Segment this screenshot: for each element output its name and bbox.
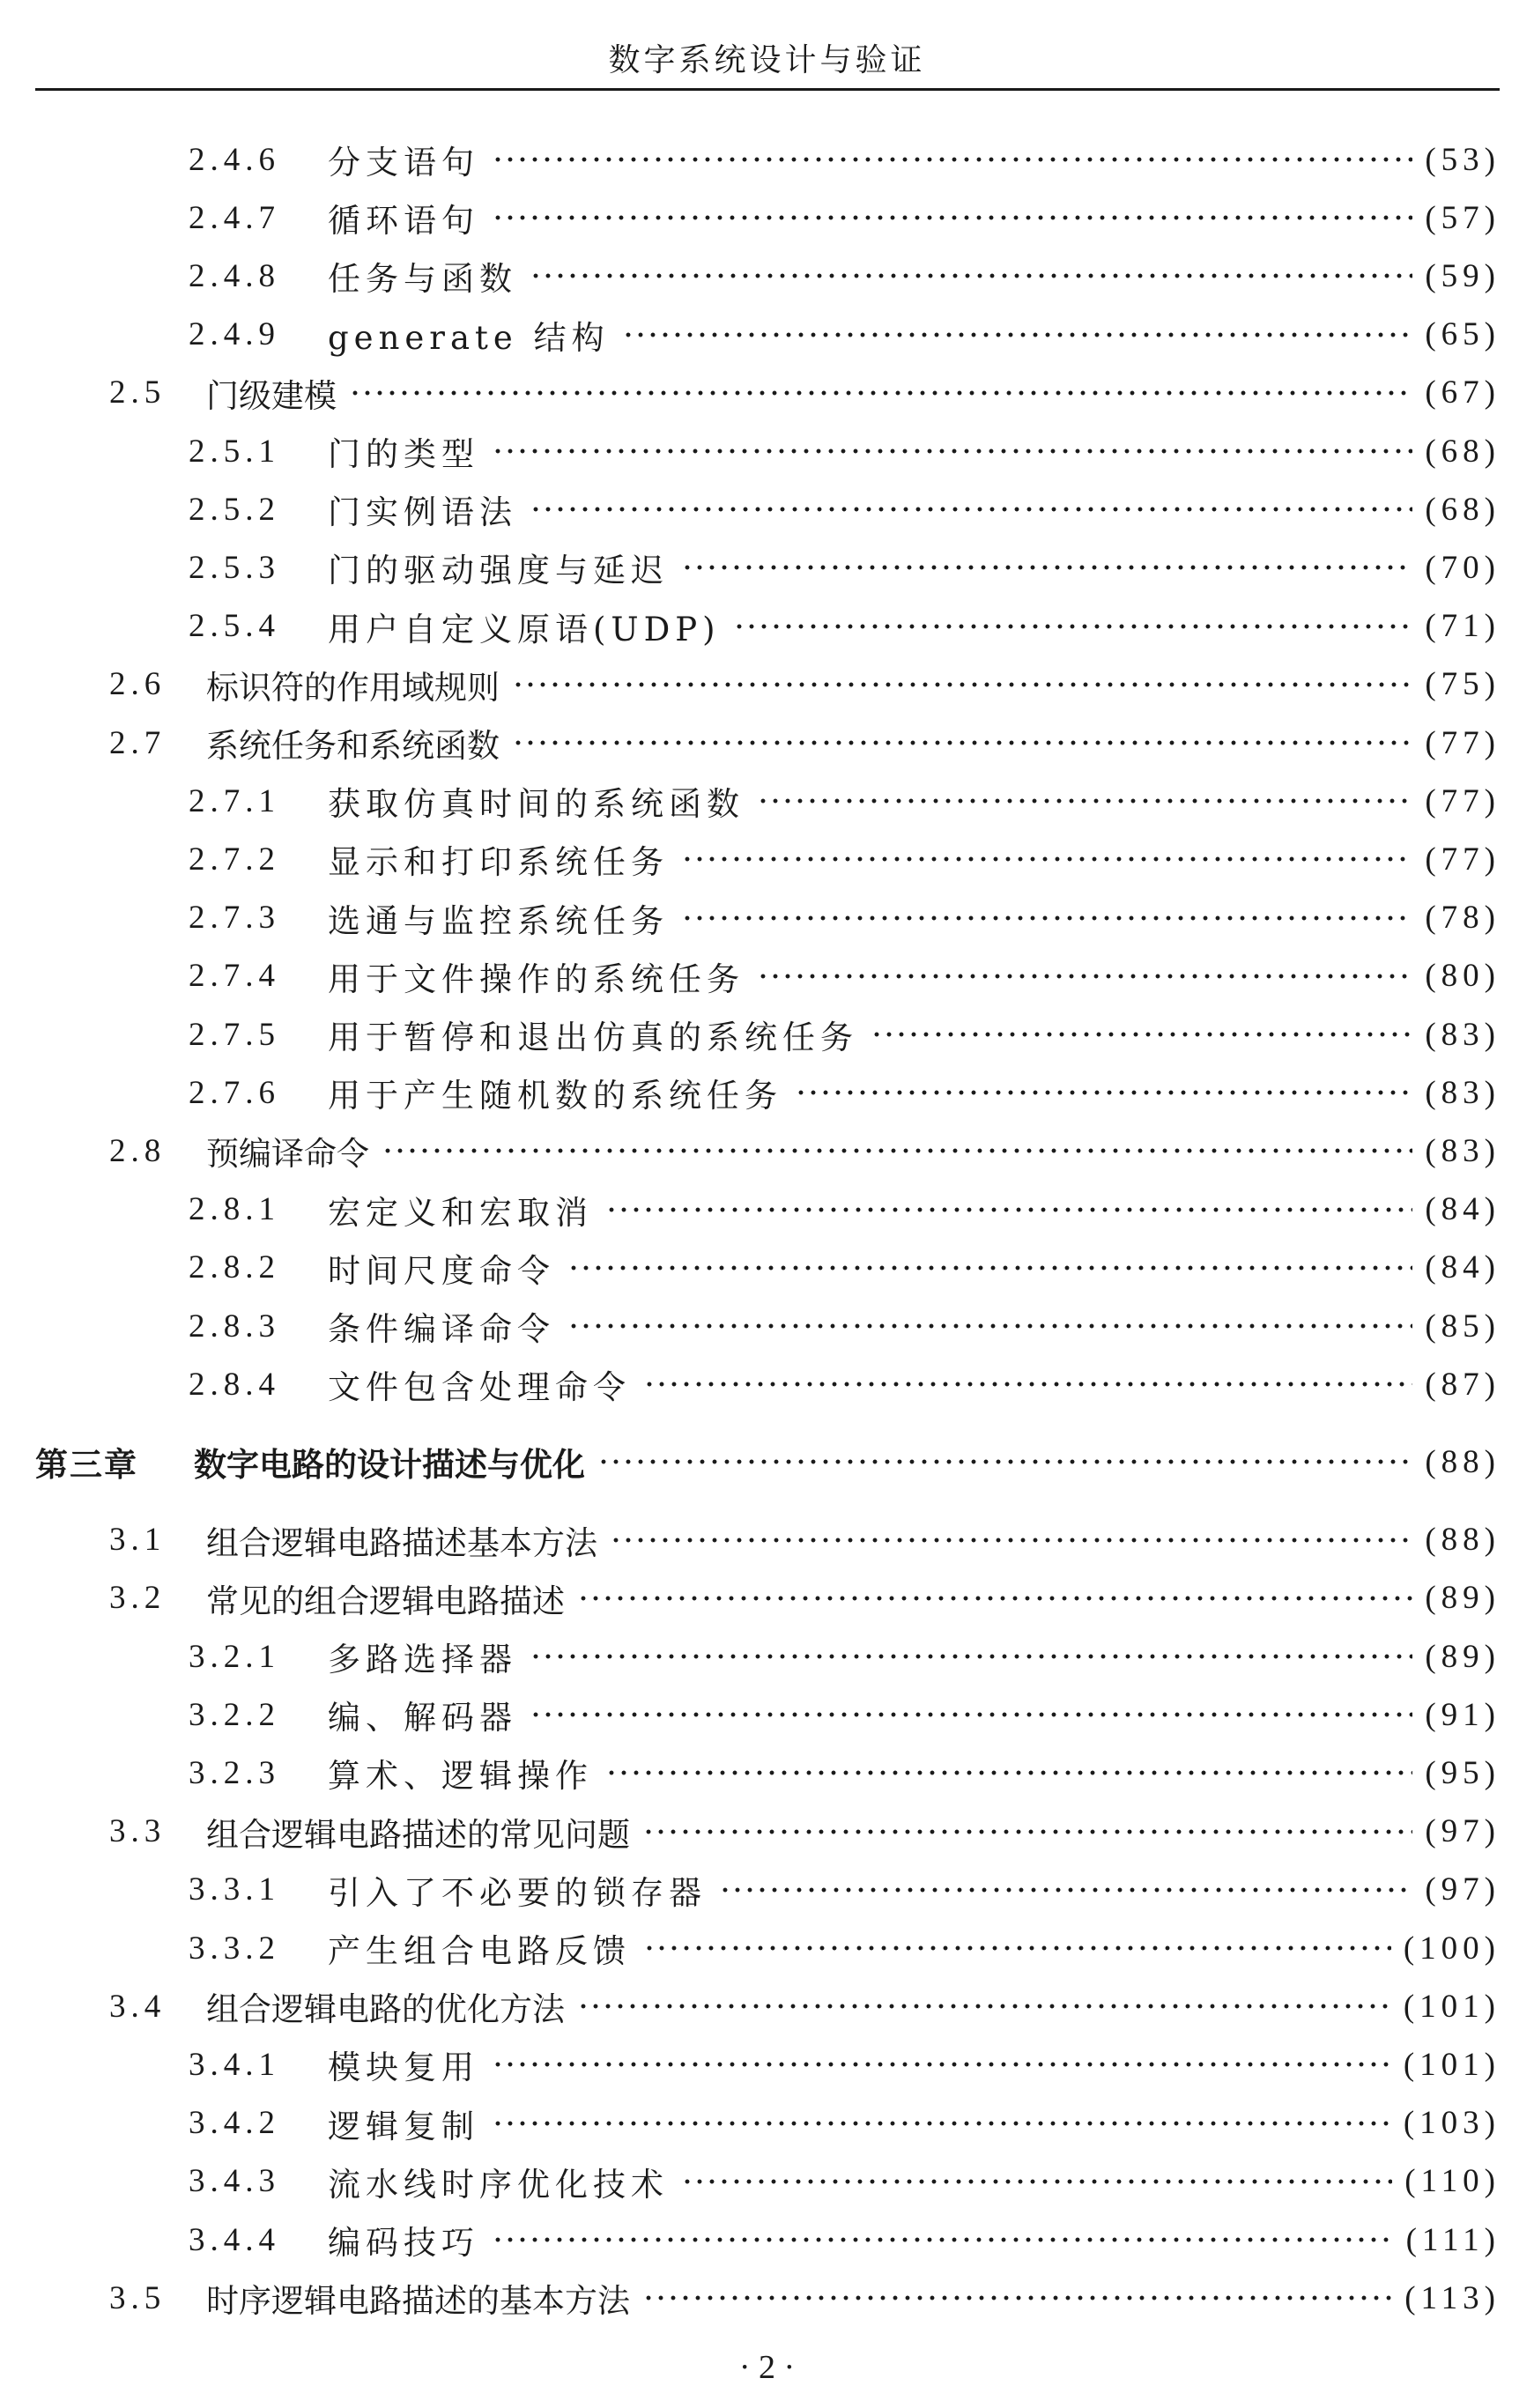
toc-entry-number: 2.4.8 [189,257,280,294]
toc-entry-number: 3.2.3 [189,1754,280,1791]
toc-entry-page: (59) [1425,257,1501,294]
toc-entry [109,1803,1501,1861]
toc-entry-number: 2.5.2 [189,491,280,528]
toc-entry [189,597,1501,656]
dot-leader [530,505,1412,514]
dot-leader [512,738,1412,747]
toc-entry-number: 3.4.1 [189,2046,280,2083]
toc-entry-title: 数字电路的设计描述与优化 [194,1446,585,1485]
toc-entry-page: (57) [1425,199,1501,236]
toc-entry-title: 模块复用 [328,2049,479,2087]
toc-entry [189,830,1501,888]
toc-entry-title: 宏定义和宏取消 [328,1193,593,1232]
toc-entry-title: 门级建模 [206,376,337,415]
toc-entry-page: (84) [1425,1191,1501,1228]
toc-entry-number: 2.5.3 [189,549,280,586]
toc-entry-page: (113) [1404,2279,1501,2316]
toc-entry-page: (68) [1425,433,1501,470]
toc-entry-title: 门的类型 [328,435,479,473]
dot-leader [492,155,1412,164]
toc-entry-number: 3.4.2 [189,2105,280,2142]
toc-entry-page: (101) [1403,2046,1501,2083]
toc-entry-title: 显示和打印系统任务 [328,843,669,882]
dot-leader [610,1536,1412,1545]
dot-leader [492,2060,1391,2069]
toc-entry-title: 任务与函数 [328,260,517,299]
toc-entry-title: 多路选择器 [328,1641,517,1678]
toc-entry-number: 3.4 [109,1988,167,2025]
toc-entry-page: (65) [1425,316,1501,353]
toc-entry-title: 条件编译命令 [328,1310,555,1348]
dot-leader [530,271,1412,280]
toc-entry-page: (89) [1425,1638,1501,1675]
dot-leader [643,1944,1391,1952]
toc-entry-title: 产生组合电路反馈 [328,1932,631,1970]
toc-entry [109,364,1501,422]
toc-entry [189,772,1501,830]
toc-entry-page: (84) [1425,1249,1501,1286]
dot-leader [597,1457,1412,1466]
toc-entry-number: 2.8.3 [189,1308,280,1345]
dot-leader [492,447,1412,456]
toc-entry [189,2094,1501,2152]
running-header: 数字系统设计与验证 [608,42,926,78]
toc-entry-number: 3.5 [109,2279,167,2316]
toc-entry [189,538,1501,596]
toc-entry-number: 3.4.3 [189,2163,280,2200]
toc-entry-number: 2.5.4 [189,608,280,645]
toc-entry-page: (77) [1425,782,1501,819]
toc-entry [189,1686,1501,1744]
toc-entry-number: 3.3.1 [189,1871,280,1908]
toc-entry [189,1297,1501,1355]
toc-entry-page: (97) [1425,1813,1501,1850]
toc-entry-page: (77) [1425,724,1501,761]
toc-entry-title: 时间尺度命令 [328,1251,555,1290]
dot-leader [757,796,1412,805]
toc-entry-page: (89) [1425,1580,1501,1617]
toc-entry-page: (85) [1425,1308,1501,1345]
dot-leader [681,563,1412,572]
toc-entry-number: 2.7.1 [189,782,280,819]
toc-entry-number: 3.1 [109,1522,167,1559]
dot-leader [492,2119,1391,2128]
toc-entry-number: 3.2.2 [189,1696,280,1733]
dot-leader [349,389,1412,397]
dot-leader [681,2177,1392,2186]
toc-entry [189,947,1501,1005]
toc-entry-number: 2.4.6 [189,141,280,178]
dot-leader [642,2293,1392,2302]
toc-entry [109,1122,1501,1180]
header-rule [35,88,1500,91]
toc-entry-number: 3.3.2 [189,1930,280,1967]
dot-leader [492,2235,1394,2244]
toc-entry-number: 2.4.7 [189,199,280,236]
dot-leader [492,213,1412,222]
toc-entry-page: (91) [1425,1696,1501,1733]
toc-entry-title: 引入了不必要的锁存器 [328,1873,707,1912]
toc-entry-title: 分支语句 [328,144,479,182]
toc-entry [189,1861,1501,1919]
dot-leader [530,1710,1412,1719]
toc-entry [109,1977,1501,2035]
toc-entry [189,1181,1501,1239]
toc-entry-title: 组合逻辑电路的优化方法 [206,1990,565,2029]
toc-entry-page: (101) [1403,1988,1501,2025]
toc-entry-number: 2.5 [109,374,167,411]
toc-entry-page: (77) [1425,841,1501,878]
dot-leader [622,330,1413,339]
toc-entry [189,130,1501,189]
toc-entry-number: 3.2 [109,1580,167,1617]
toc-entry-title: 算术、逻辑操作 [328,1757,593,1796]
toc-entry-title: 获取仿真时间的系统函数 [328,785,745,824]
toc-entry-number: 2.7.2 [189,841,280,878]
toc-entry-page: (53) [1425,141,1501,178]
toc-entry [189,1239,1501,1297]
dot-leader [605,1768,1412,1777]
toc-entry-number: 2.8.2 [189,1249,280,1286]
toc-entry-page: (68) [1425,491,1501,528]
toc-entry [189,2211,1501,2269]
dot-leader [530,1652,1412,1661]
toc-entry-number: 第三章 [35,1446,138,1485]
toc-entry-page: (83) [1425,1074,1501,1111]
dot-leader [719,1886,1412,1894]
toc-entry-title: 编、解码器 [328,1699,517,1737]
toc-entry [109,1511,1501,1569]
toc-entry-title: 编码技巧 [328,2224,479,2262]
toc-entry-title: 组合逻辑电路描述基本方法 [206,1523,597,1562]
toc-entry-number: 3.3 [109,1813,167,1850]
toc-entry-number: 2.7.6 [189,1074,280,1111]
toc-entry-title: 用户自定义原语(UDP) [328,610,721,648]
toc-chapter-entry [35,1433,1501,1491]
toc-entry-page: (103) [1403,2105,1501,2142]
toc-entry-number: 3.2.1 [189,1638,280,1675]
toc-entry-number: 2.8.4 [189,1366,280,1403]
toc-entry [189,1063,1501,1122]
toc-entry-title: 用于暂停和退出仿真的系统任务 [328,1019,858,1056]
toc-entry-page: (83) [1425,1132,1501,1169]
toc-entry-page: (88) [1425,1443,1501,1480]
toc-entry [189,1744,1501,1802]
toc-entry-title: 标识符的作用域规则 [206,668,500,707]
dot-leader [795,1088,1412,1097]
dot-leader [642,1827,1412,1836]
toc-entry [189,2152,1501,2211]
toc-entry-number: 2.4.9 [189,316,280,353]
toc-entry-title: 常见的组合逻辑电路描述 [206,1582,565,1620]
toc-entry [109,714,1501,772]
toc-entry-page: (95) [1425,1754,1501,1791]
toc-entry [109,656,1501,714]
toc-entry [109,1569,1501,1627]
toc-entry-number: 2.7.5 [189,1016,280,1053]
toc-entry-page: (78) [1425,900,1501,937]
toc-entry [189,247,1501,305]
page-number: · 2 · [738,2349,796,2386]
toc-entry-title: generate 结构 [328,318,610,357]
dot-leader [567,1322,1412,1330]
toc-entry-title: 文件包含处理命令 [328,1368,631,1407]
toc-entry-title: 组合逻辑电路描述的常见问题 [206,1815,630,1854]
dot-leader [681,914,1412,922]
toc-entry [189,1919,1501,1977]
dot-leader [577,1594,1412,1603]
dot-leader [733,622,1413,631]
toc-entry [109,2269,1501,2327]
toc-entry-title: 预编译命令 [206,1135,369,1174]
toc-entry-page: (88) [1425,1522,1501,1559]
toc-entry-page: (75) [1425,666,1501,703]
toc-entry-page: (70) [1425,549,1501,586]
toc-entry [189,889,1501,947]
toc-entry [189,1627,1501,1686]
toc-entry-page: (87) [1425,1366,1501,1403]
toc-entry-title: 门实例语法 [328,493,517,532]
toc-entry-number: 2.8 [109,1132,167,1169]
toc-entry [189,422,1501,480]
dot-leader [605,1205,1412,1214]
dot-leader [512,680,1412,689]
toc-entry-title: 时序逻辑电路描述的基本方法 [206,2282,630,2321]
toc-entry-title: 选通与监控系统任务 [328,901,669,940]
toc-entry [189,306,1501,364]
toc-entry-title: 门的驱动强度与延迟 [328,552,669,590]
toc-entry-title: 用于产生随机数的系统任务 [328,1077,782,1115]
toc-entry [189,1005,1501,1063]
dot-leader [681,855,1412,863]
toc-entry-title: 流水线时序优化技术 [328,2165,669,2204]
dot-leader [757,972,1412,981]
toc-entry-page: (97) [1425,1871,1501,1908]
toc-entry-page: (71) [1425,608,1501,645]
toc-entry-page: (111) [1405,2221,1501,2258]
toc-entry-number: 2.8.1 [189,1191,280,1228]
toc-entry-number: 2.7.4 [189,958,280,995]
dot-leader [382,1146,1412,1155]
toc-entry-title: 逻辑复制 [328,2107,479,2145]
toc-entry [189,1355,1501,1413]
toc-entry-number: 3.4.4 [189,2221,280,2258]
toc-entry-page: (100) [1403,1930,1501,1967]
toc-entry-page: (110) [1404,2163,1501,2200]
toc-entry-page: (83) [1425,1016,1501,1053]
dot-leader [871,1030,1412,1039]
toc-entry-number: 2.7 [109,724,167,761]
toc-entry [189,189,1501,247]
dot-leader [577,2002,1391,2011]
toc-entry-number: 2.5.1 [189,433,280,470]
toc-entry-title: 系统任务和系统函数 [206,727,500,765]
toc-entry [189,480,1501,538]
toc-entry-page: (67) [1425,374,1501,411]
dot-leader [567,1263,1412,1272]
toc-entry-title: 循环语句 [328,202,479,241]
toc-entry-number: 2.7.3 [189,900,280,937]
toc-entry-number: 2.6 [109,666,167,703]
toc-entry [189,2035,1501,2093]
toc-entry-page: (80) [1425,958,1501,995]
dot-leader [643,1380,1412,1389]
toc-entry-title: 用于文件操作的系统任务 [328,959,745,998]
